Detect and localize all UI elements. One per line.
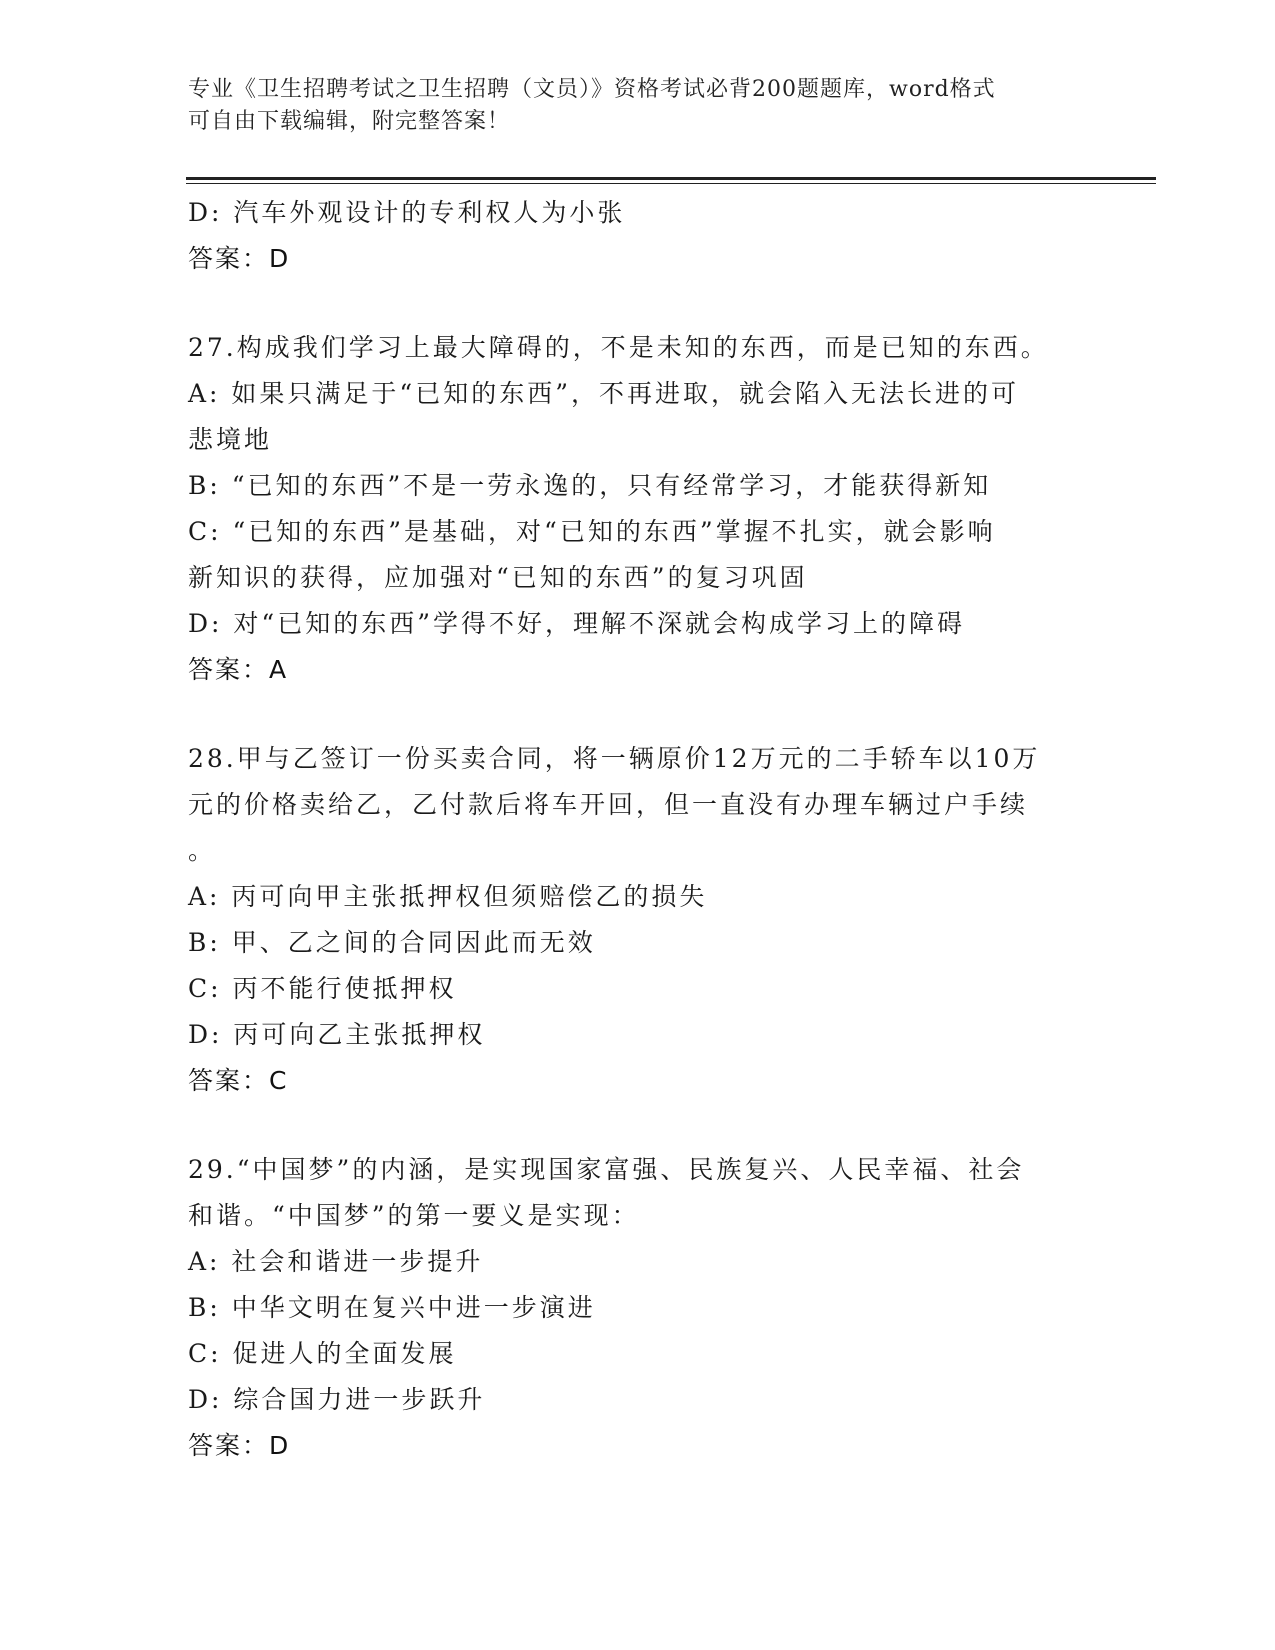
question-block-prev <box>188 190 1088 282</box>
answer-label: 答案：D <box>188 244 291 273</box>
spacer <box>188 693 1088 736</box>
option-d: D: 汽车外观设计的专利权人为小张 <box>188 198 626 227</box>
option-c-continued: 新知识的获得，应加强对“已知的东西”的复习巩固 <box>188 563 808 592</box>
option-a: A: 社会和谐进一步提升 <box>188 1247 484 1276</box>
question-stem: 28.甲与乙签订一份买卖合同，将一辆原价12万元的二手轿车以10万 <box>188 744 1041 773</box>
option-a: A: 如果只满足于“已知的东西”，不再进取，就会陷入无法长进的可 <box>188 379 1019 408</box>
header-line-1: 专业《卫生招聘考试之卫生招聘（文员）》资格考试必背200题题库，word格式 <box>188 77 996 102</box>
question-stem-continued: 元的价格卖给乙，乙付款后将车开回，但一直没有办理车辆过户手续 <box>188 790 1029 819</box>
option-b: B: 中华文明在复兴中进一步演进 <box>188 1293 596 1322</box>
answer-label: 答案：A <box>188 655 289 684</box>
question-block-29 <box>188 1147 1088 1469</box>
option-b: B: “已知的东西”不是一劳永逸的，只有经常学习，才能获得新知 <box>188 471 992 500</box>
spacer <box>188 282 1088 325</box>
option-b: B: 甲、乙之间的合同因此而无效 <box>188 928 596 957</box>
header-divider-thin <box>186 183 1156 184</box>
option-d: D: 丙可向乙主张抵押权 <box>188 1020 486 1049</box>
option-d: D: 综合国力进一步跃升 <box>188 1385 486 1414</box>
option-c: C: “已知的东西”是基础，对“已知的东西”掌握不扎实，就会影响 <box>188 517 996 546</box>
answer-label: 答案：D <box>188 1431 291 1460</box>
question-stem-end: 。 <box>188 836 217 865</box>
document-header <box>188 74 1088 138</box>
option-c: C: 促进人的全面发展 <box>188 1339 457 1368</box>
header-line-2: 可自由下载编辑，附完整答案！ <box>188 109 511 134</box>
question-block-28 <box>188 736 1088 1104</box>
option-a: A: 丙可向甲主张抵押权但须赔偿乙的损失 <box>188 882 708 911</box>
question-block-27 <box>188 325 1088 693</box>
option-c: C: 丙不能行使抵押权 <box>188 974 457 1003</box>
option-d: D: 对“已知的东西”学得不好，理解不深就会构成学习上的障碍 <box>188 609 965 638</box>
question-stem-continued: 和谐。“中国梦”的第一要义是实现： <box>188 1201 640 1230</box>
question-stem: 29.“中国梦”的内涵，是实现国家富强、民族复兴、人民幸福、社会 <box>188 1155 1025 1184</box>
answer-label: 答案：C <box>188 1066 289 1095</box>
question-list <box>188 190 1088 1469</box>
header-divider-thick <box>186 177 1156 180</box>
option-a-continued: 悲境地 <box>188 425 273 454</box>
question-stem: 27.构成我们学习上最大障碍的，不是未知的东西，而是已知的东西。 <box>188 333 1049 362</box>
spacer <box>188 1104 1088 1147</box>
